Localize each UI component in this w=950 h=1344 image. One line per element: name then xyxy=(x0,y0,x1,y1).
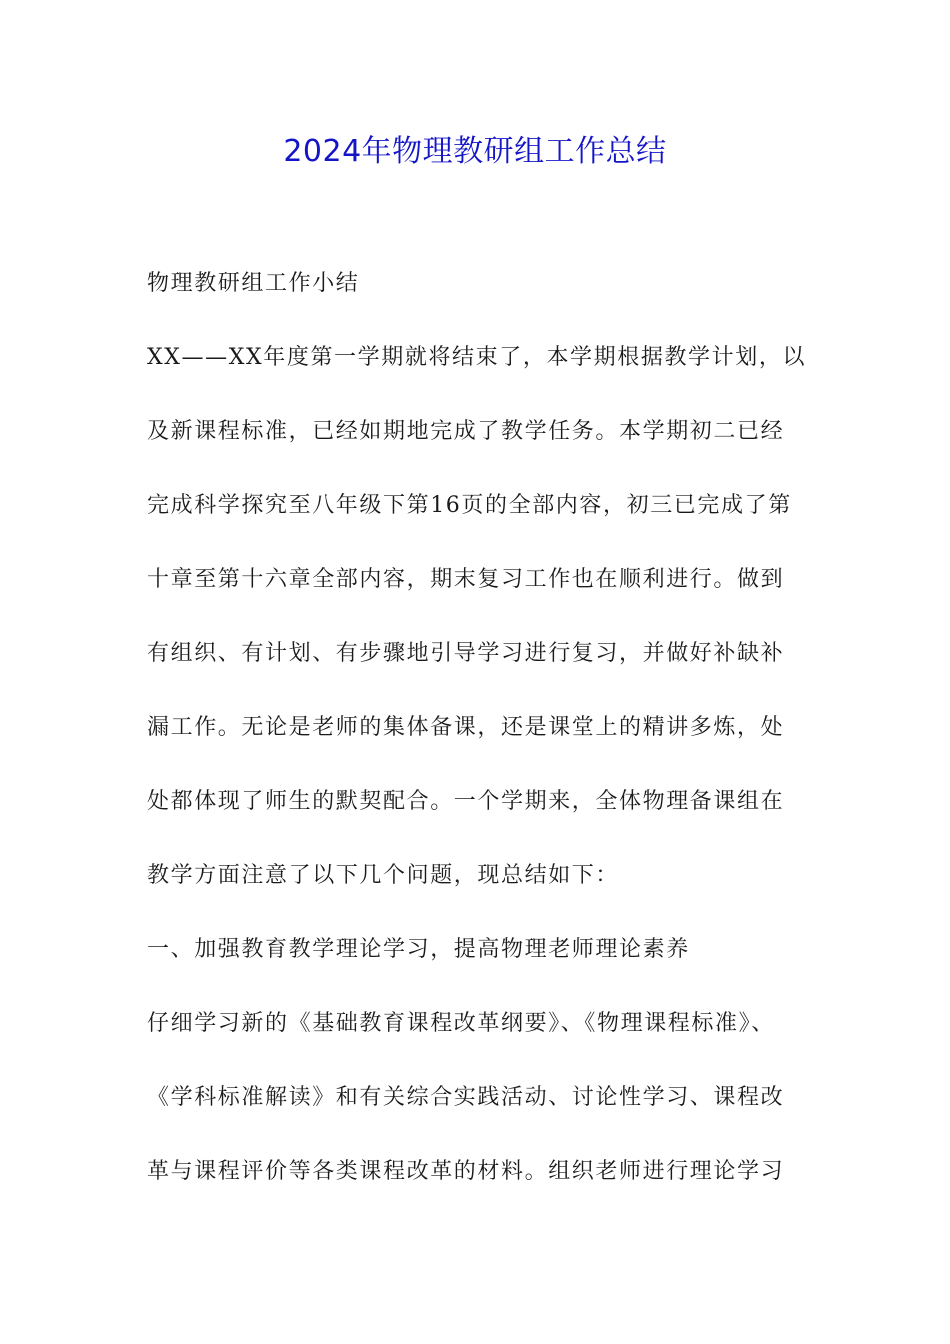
body-line: 处都体现了师生的默契配合。一个学期来，全体物理备课组在 xyxy=(147,789,785,814)
body-line: 十章至第十六章全部内容，期末复习工作也在顺利进行。做到 xyxy=(147,567,785,592)
document-title: 2024年物理教研组工作总结 xyxy=(283,134,667,169)
body-line: XX——XX年度第一学期就将结束了，本学期根据教学计划，以 xyxy=(147,345,807,370)
body-line: 漏工作。无论是老师的集体备课，还是课堂上的精讲多炼，处 xyxy=(147,715,785,740)
body-line: 物理教研组工作小结 xyxy=(147,271,360,296)
body-line: 有组织、有计划、有步骤地引导学习进行复习，并做好补缺补 xyxy=(147,641,785,666)
body-line: 及新课程标准，已经如期地完成了教学任务。本学期初二已经 xyxy=(147,419,785,444)
body-line: 《学科标准解读》和有关综合实践活动、讨论性学习、课程改 xyxy=(147,1085,785,1110)
body-line: 教学方面注意了以下几个问题，现总结如下： xyxy=(147,863,620,888)
body-line: 仔细学习新的《基础教育课程改革纲要》、《物理课程标准》、 xyxy=(147,1011,775,1036)
document-body xyxy=(147,260,807,1222)
body-line: 革与课程评价等各类课程改革的材料。组织老师进行理论学习 xyxy=(147,1159,785,1184)
section-heading: 一、加强教育教学理论学习，提高物理老师理论素养 xyxy=(147,937,690,962)
body-line: 完成科学探究至八年级下第16页的全部内容，初三已完成了第 xyxy=(147,493,792,518)
